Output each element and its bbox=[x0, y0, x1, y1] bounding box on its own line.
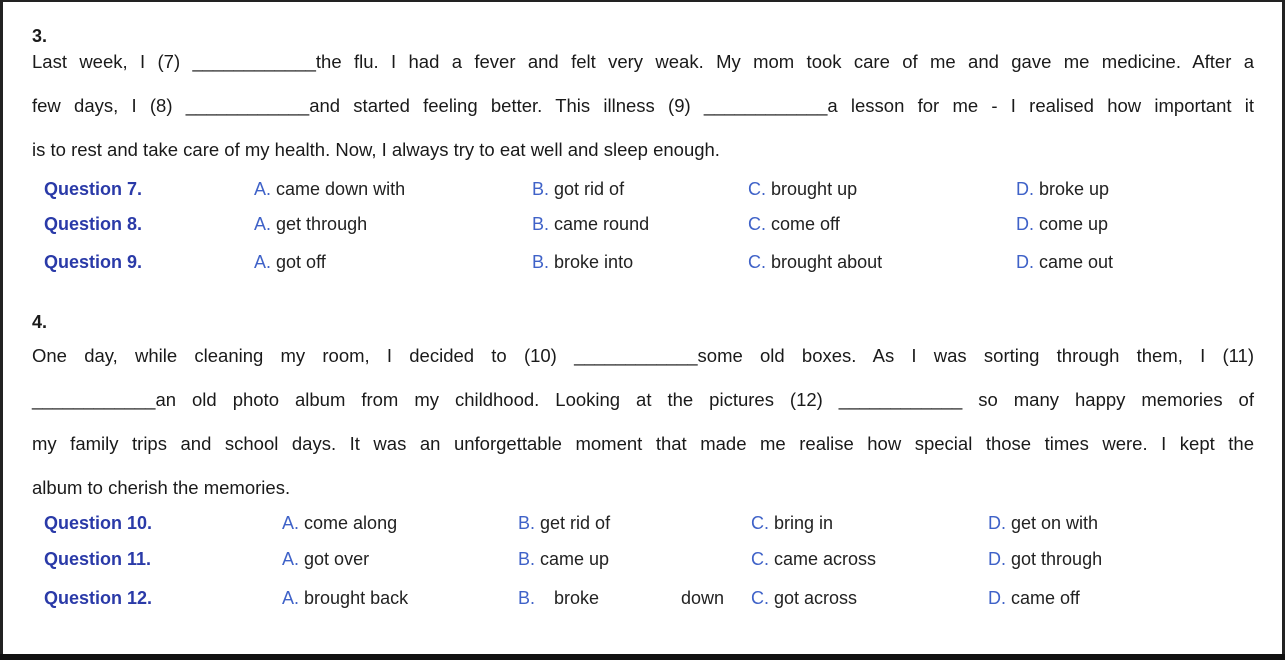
option-d[interactable]: D. came out bbox=[1016, 252, 1114, 272]
option-b[interactable]: B. got rid of bbox=[532, 179, 625, 199]
passage-line: is to rest and take care of my health. Now, I always try to eat well and sleep enough. bbox=[32, 139, 720, 160]
option-b[interactable]: B. get rid of bbox=[518, 513, 611, 533]
option-a[interactable]: A. come along bbox=[282, 513, 398, 533]
option-a[interactable]: A. get through bbox=[254, 214, 368, 234]
question-10-row bbox=[44, 507, 1244, 539]
option-a[interactable]: A. got off bbox=[254, 252, 326, 272]
option-c[interactable]: C. bring in bbox=[751, 513, 834, 533]
option-b[interactable]: B. came up bbox=[518, 549, 610, 569]
question-label: Question 12. bbox=[44, 588, 153, 608]
option-a[interactable]: A. came down with bbox=[254, 179, 406, 199]
passage-line: album to cherish the memories. bbox=[32, 477, 291, 498]
passage-line: my family trips and school days. It was an unforgettable moment that made me realise how special those times were. I kept the bbox=[32, 433, 1254, 454]
question-11-row bbox=[44, 543, 1244, 575]
question-label: Question 7. bbox=[44, 179, 143, 199]
passage-line: Last week, I (7) ____________the flu. I had a fever and felt very weak. My mom took care of me and gave me medicine. After a bbox=[32, 51, 1254, 72]
question-8-row bbox=[44, 208, 1244, 240]
frame-top-border bbox=[0, 0, 1285, 2]
exercise-4-number: 4. bbox=[32, 312, 48, 332]
option-b[interactable]: B. broke into bbox=[532, 252, 634, 272]
frame-left-border bbox=[0, 0, 3, 660]
option-c[interactable]: C. brought about bbox=[748, 252, 883, 272]
option-c[interactable]: C. come off bbox=[748, 214, 840, 234]
option-d[interactable]: D. came off bbox=[988, 588, 1080, 608]
option-c[interactable]: C. brought up bbox=[748, 179, 858, 199]
option-a[interactable]: A. brought back bbox=[282, 588, 409, 608]
option-c[interactable]: C. came across bbox=[751, 549, 877, 569]
option-d[interactable]: D. broke up bbox=[1016, 179, 1110, 199]
passage-line: ____________an old photo album from my childhood. Looking at the pictures (12) ____________ so many happy memories of bbox=[32, 389, 1254, 410]
option-b[interactable]: B. broke down bbox=[518, 588, 725, 608]
option-c[interactable]: C. got across bbox=[751, 588, 858, 608]
exercise-3-passage bbox=[32, 40, 1254, 172]
question-7-row bbox=[44, 173, 1244, 205]
exercise-3-number: 3. bbox=[32, 26, 48, 46]
question-label: Question 9. bbox=[44, 252, 143, 272]
option-b[interactable]: B. came round bbox=[532, 214, 650, 234]
frame-bottom-border bbox=[0, 654, 1285, 660]
question-12-row bbox=[44, 582, 1244, 614]
option-d[interactable]: D. come up bbox=[1016, 214, 1109, 234]
option-d[interactable]: D. get on with bbox=[988, 513, 1099, 533]
question-label: Question 8. bbox=[44, 214, 143, 234]
passage-line: few days, I (8) ____________and started feeling better. This illness (9) ____________a lesson for me - I realised how important it bbox=[32, 95, 1254, 116]
option-a[interactable]: A. got over bbox=[282, 549, 370, 569]
question-9-row bbox=[44, 246, 1244, 278]
question-label: Question 10. bbox=[44, 513, 153, 533]
question-label: Question 11. bbox=[44, 549, 152, 569]
passage-line: One day, while cleaning my room, I decided to (10) ____________some old boxes. As I was sorting through them, I (11) bbox=[32, 345, 1254, 366]
exercise-4-passage bbox=[32, 334, 1254, 510]
option-d[interactable]: D. got through bbox=[988, 549, 1103, 569]
